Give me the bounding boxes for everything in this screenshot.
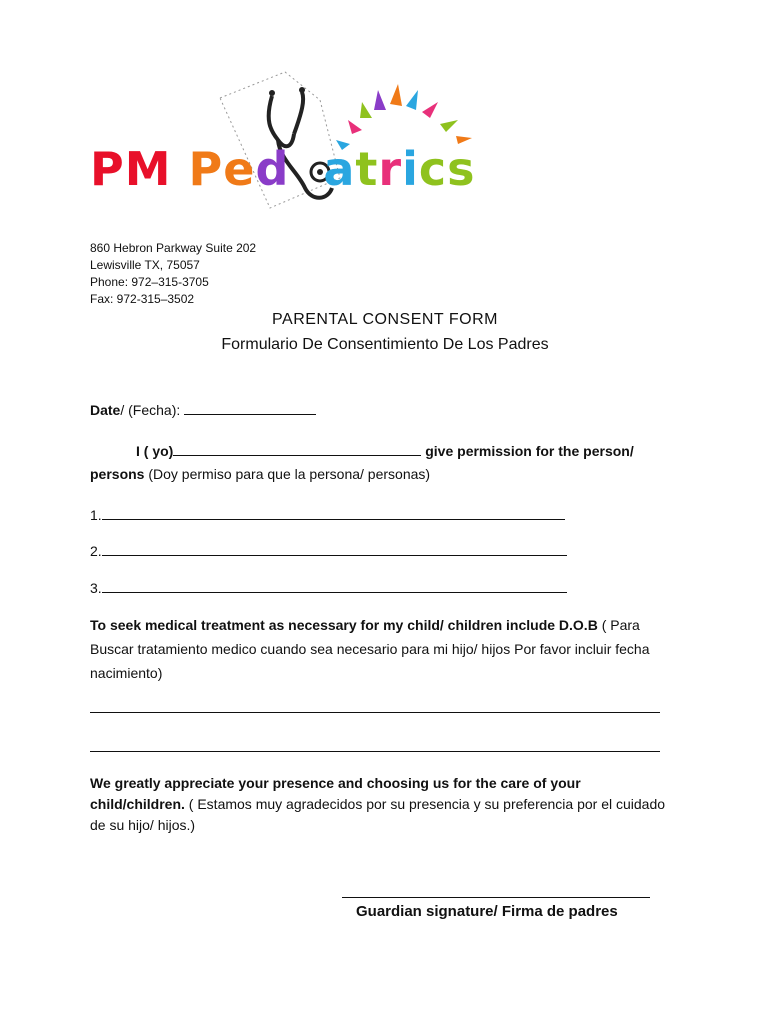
person-line-3 xyxy=(90,579,567,596)
logo-letter: t xyxy=(355,142,379,196)
signature-label: Guardian signature/ Firma de padres xyxy=(356,903,618,920)
address-city: Lewisville TX, 75057 xyxy=(90,258,200,272)
guardian-signature-field[interactable] xyxy=(342,897,650,898)
logo-letter: P xyxy=(188,142,224,196)
i-label: I ( yo) xyxy=(136,443,174,459)
appreciation-spanish: ( Estamos muy agradecidos por su presencia y su preferencia por el cuidado de su hijo/ hijos.) xyxy=(90,796,666,833)
persons-label: persons xyxy=(90,466,145,482)
logo-letter: i xyxy=(402,142,419,196)
logo-letter: P xyxy=(90,142,125,196)
address-street: 860 Hebron Parkway Suite 202 xyxy=(90,241,257,255)
logo-letter: s xyxy=(447,142,476,196)
date-label-spanish: / (Fecha): xyxy=(120,402,185,418)
number-label: 2. xyxy=(90,543,102,559)
child-dob-field-1[interactable] xyxy=(90,712,660,713)
persons-row xyxy=(90,466,430,482)
permission-row xyxy=(136,442,634,459)
date-field[interactable] xyxy=(184,401,316,415)
stethoscope-icon xyxy=(80,60,510,220)
person-line-1 xyxy=(90,506,565,523)
treatment-paragraph xyxy=(90,613,670,685)
treatment-bold: To seek medical treatment as necessary for my child/ children include D.O.B xyxy=(90,617,598,633)
person-field-1[interactable] xyxy=(102,506,565,520)
number-label: 1. xyxy=(90,507,102,523)
give-permission-text: give permission for the person/ xyxy=(421,443,634,459)
person-field-3[interactable] xyxy=(102,579,567,593)
person-field-2[interactable] xyxy=(102,542,567,556)
treatment-spanish: ( Para Buscar tratamiento medico cuando sea necesario para mi hijo/ hijos Por favor incluir fecha nacimiento) xyxy=(90,617,650,681)
parent-name-field[interactable] xyxy=(173,442,421,456)
address-phone: Phone: 972–315-3705 xyxy=(90,275,209,289)
appreciation-paragraph xyxy=(90,773,670,836)
logo-letter: e xyxy=(223,142,256,196)
logo-letter xyxy=(289,142,323,196)
logo-letter: c xyxy=(418,142,448,196)
pm-pediatrics-logo xyxy=(80,60,510,220)
logo-letter: r xyxy=(378,142,403,196)
form-subtitle: Formulario De Consentimiento De Los Padres xyxy=(221,336,549,353)
logo-letter: a xyxy=(323,142,356,196)
date-row xyxy=(90,401,316,418)
logo-letter: d xyxy=(255,142,290,196)
person-line-2 xyxy=(90,542,567,559)
logo-letter: M xyxy=(124,142,172,196)
number-label: 3. xyxy=(90,580,102,596)
logo-wordmark xyxy=(90,142,476,196)
appreciation-bold: We greatly appreciate your presence and choosing us for the care of your child/children. xyxy=(90,775,581,812)
logo-letter xyxy=(172,142,189,196)
persons-spanish: (Doy permiso para que la persona/ personas) xyxy=(144,466,431,482)
child-dob-field-2[interactable] xyxy=(90,751,660,752)
form-title: PARENTAL CONSENT FORM xyxy=(272,311,498,328)
address-fax: Fax: 972-315–3502 xyxy=(90,292,195,306)
date-label: Date xyxy=(90,402,121,418)
clinic-address xyxy=(90,240,256,308)
